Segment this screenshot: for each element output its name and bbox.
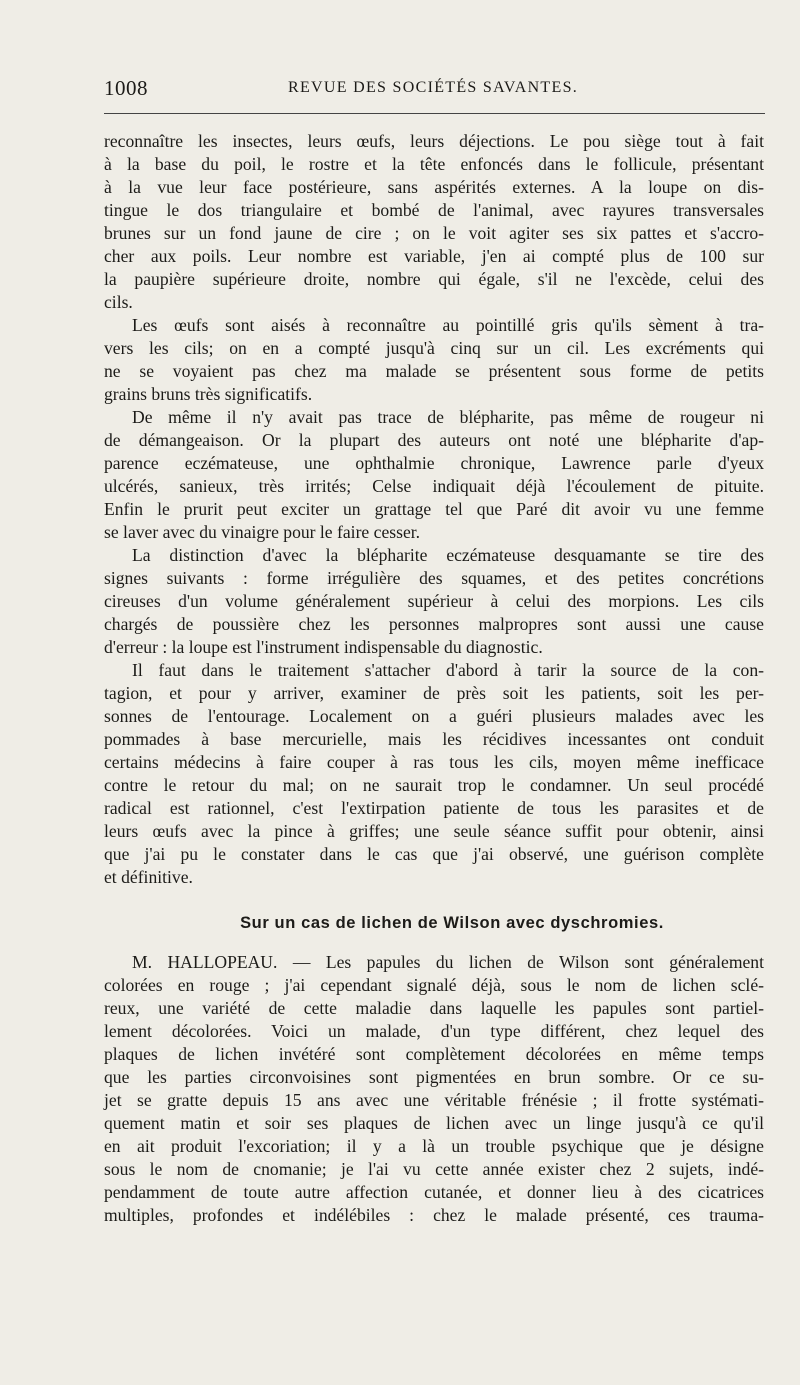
text-line: sous le nom de cnomanie; je l'ai vu cette année exister chez 2 sujets, indé- (104, 1159, 764, 1179)
text-line: quement matin et soir ses plaques de lichen avec un linge jusqu'à ce qu'il (104, 1113, 764, 1133)
page-header (104, 76, 764, 102)
text-line: lement décolorées. Voici un malade, d'un type différent, chez lequel des (104, 1021, 764, 1041)
text-line: parence eczémateuse, une ophthalmie chronique, Lawrence parle d'yeux (104, 453, 764, 473)
text-line: plaques de lichen invétéré sont complètement décolorées en même temps (104, 1044, 764, 1064)
text-line: La distinction d'avec la blépharite eczémateuse desquamante se tire des (132, 545, 764, 565)
text-line: ulcérés, sanieux, très irrités; Celse indiquait déjà l'écoulement de pituite. (104, 476, 764, 496)
text-line: cils. (104, 292, 133, 312)
text-line: De même il n'y avait pas trace de blépharite, pas même de rougeur ni (132, 407, 764, 427)
text-line: à la base du poil, le rostre et la tête enfoncés dans le follicule, présentant (104, 154, 764, 174)
text-line: jet se gratte depuis 15 ans avec une véritable frénésie ; il frotte systémati- (104, 1090, 764, 1110)
text-line: de démangeaison. Or la plupart des auteurs ont noté une blépharite d'ap- (104, 430, 764, 450)
text-line: ne se voyaient pas chez ma malade se présentent sous forme de petits (104, 361, 764, 381)
text-line: Enfin le prurit peut exciter un grattage tel que Paré dit avoir vu une femme (104, 499, 764, 519)
text-line: en ait produit l'excoriation; il y a là un trouble psychique que je désigne (104, 1136, 764, 1156)
header-rule (104, 113, 765, 114)
text-line: que les parties circonvoisines sont pigmentées en brun sombre. Or ce su- (104, 1067, 764, 1087)
text-line: se laver avec du vinaigre pour le faire cesser. (104, 522, 421, 542)
text-line: certains médecins à faire couper à ras tous les cils, moyen même inefficace (104, 752, 764, 772)
text-line: sonnes de l'entourage. Localement on a guéri plusieurs malades avec les (104, 706, 764, 726)
text-line: contre le retour du mal; on ne saurait trop le condamner. Un seul procédé (104, 775, 764, 795)
text-line: colorées en rouge ; j'ai cependant signalé déjà, sous le nom de lichen sclé- (104, 975, 764, 995)
text-line: et définitive. (104, 867, 193, 887)
text-line: cher aux poils. Leur nombre est variable, j'en ai compté plus de 100 sur (104, 246, 764, 266)
text-line: reux, une variété de cette maladie dans laquelle les papules sont partiel- (104, 998, 764, 1018)
text-line: tingue le dos triangulaire et bombé de l'animal, avec rayures transversales (104, 200, 764, 220)
text-line: radical est rationnel, c'est l'extirpation patiente de tous les parasites et de (104, 798, 764, 818)
text-line: cireuses d'un volume généralement supérieur à celui des morpions. Les cils (104, 591, 764, 611)
text-line: leurs œufs avec la pince à griffes; une seule séance suffit pour obtenir, ainsi (104, 821, 764, 841)
text-line: chargés de poussière chez les personnes malpropres sont aussi une cause (104, 614, 764, 634)
running-head: REVUE DES SOCIÉTÉS SAVANTES. (288, 79, 579, 96)
text-line: pendamment de toute autre affection cutanée, et donner lieu à des cicatrices (104, 1182, 764, 1202)
text-line: la paupière supérieure droite, nombre qui égale, s'il ne l'excède, celui des (104, 269, 764, 289)
text-line: signes suivants : forme irrégulière des squames, et des petites concrétions (104, 568, 764, 588)
section-spacer (104, 935, 764, 951)
text-line: que j'ai pu le constater dans le cas que j'ai observé, une guérison complète (104, 844, 764, 864)
section-spacer (104, 889, 764, 912)
text-line: multiples, profondes et indélébiles : chez le malade présenté, ces trauma- (104, 1205, 764, 1225)
text-line: d'erreur : la loupe est l'instrument indispensable du diagnostic. (104, 637, 543, 657)
text-line: Il faut dans le traitement s'attacher d'abord à tarir la source de la con- (132, 660, 764, 680)
text-line: vers les cils; on en a compté jusqu'à cinq sur un cil. Les excréments qui (104, 338, 764, 358)
text-line: pommades à base mercurielle, mais les récidives incessantes ont conduit (104, 729, 764, 749)
text-line: reconnaître les insectes, leurs œufs, leurs déjections. Le pou siège tout à fait (104, 131, 764, 151)
text-line: tagion, et pour y arriver, examiner de près soit les patients, soit les per- (104, 683, 764, 703)
page-body (104, 130, 764, 1227)
text-line: grains bruns très significatifs. (104, 384, 313, 404)
article-title: Sur un cas de lichen de Wilson avec dyschromies. (240, 914, 664, 932)
text-line: M. HALLOPEAU. — Les papules du lichen de Wilson sont généralement (132, 952, 764, 972)
text-line: à la vue leur face postérieure, sans aspérités externes. A la loupe on dis- (104, 177, 764, 197)
text-line: Les œufs sont aisés à reconnaître au pointillé gris qu'ils sèment à tra- (132, 315, 764, 335)
page-number: 1008 (104, 76, 148, 100)
text-line: brunes sur un fond jaune de cire ; on le voit agiter ses six pattes et s'accro- (104, 223, 764, 243)
